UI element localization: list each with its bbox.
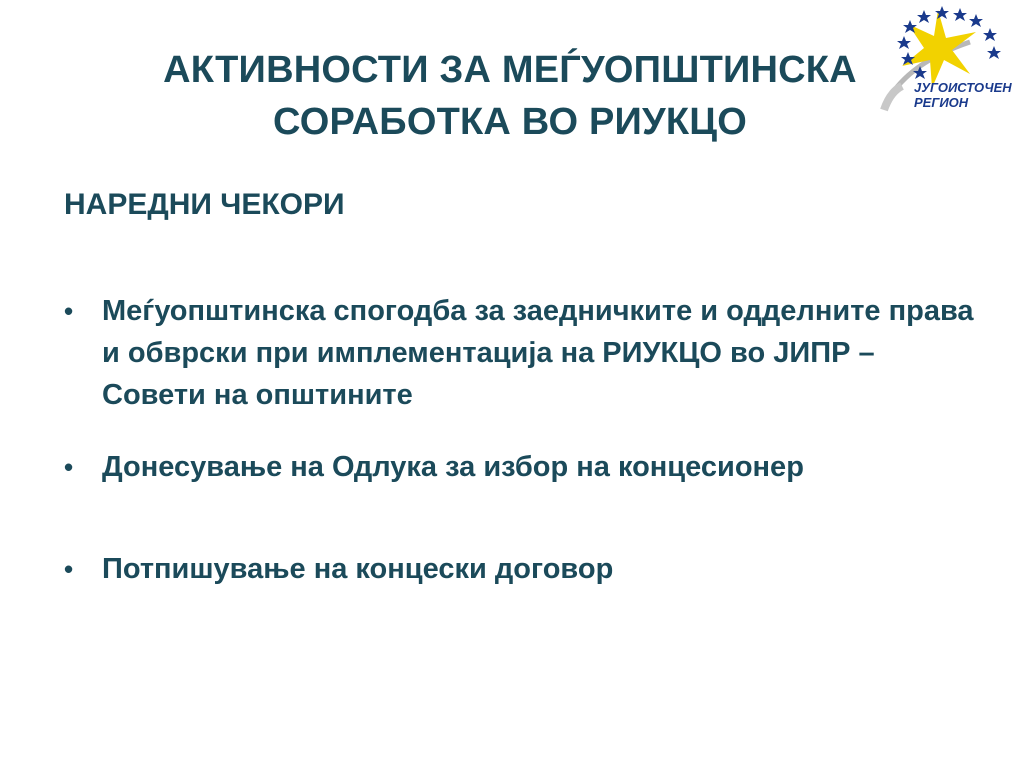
list-item <box>64 446 984 488</box>
list-item <box>64 290 984 416</box>
swoosh-accent <box>884 86 902 110</box>
bullet-dot-icon: • <box>64 452 74 482</box>
logo-text-line-2: РЕГИОН <box>914 95 969 110</box>
title-line-1: АКТИВНОСТИ ЗА МЕЃУОПШТИНСКА <box>163 49 857 91</box>
star-burst-icon <box>880 2 1024 120</box>
section-subtitle: НАРЕДНИ ЧЕКОРИ <box>64 188 345 221</box>
yellow-star-burst <box>902 10 976 88</box>
bullet-list <box>64 290 984 590</box>
list-item <box>64 548 984 590</box>
bullet-text: Потпишување на концески договор <box>102 553 614 585</box>
bullet-dot-icon: • <box>64 554 74 584</box>
logo-text-line-1: ЈУГОИСТОЧЕН <box>914 80 1012 95</box>
title-line-2: СОРАБОТКА ВО РИУКЦО <box>273 101 747 143</box>
region-logo <box>880 2 1024 120</box>
bullet-text: Донесување на Одлука за избор на концесионер <box>102 451 804 483</box>
bullet-text: Меѓуопштинска спогодба за заедничките и одделните права и обврски при имплементација на РИУКЦО во ЈИПР – Совети на општините <box>102 295 974 411</box>
slide-title <box>120 44 900 148</box>
bullet-dot-icon: • <box>64 296 74 326</box>
